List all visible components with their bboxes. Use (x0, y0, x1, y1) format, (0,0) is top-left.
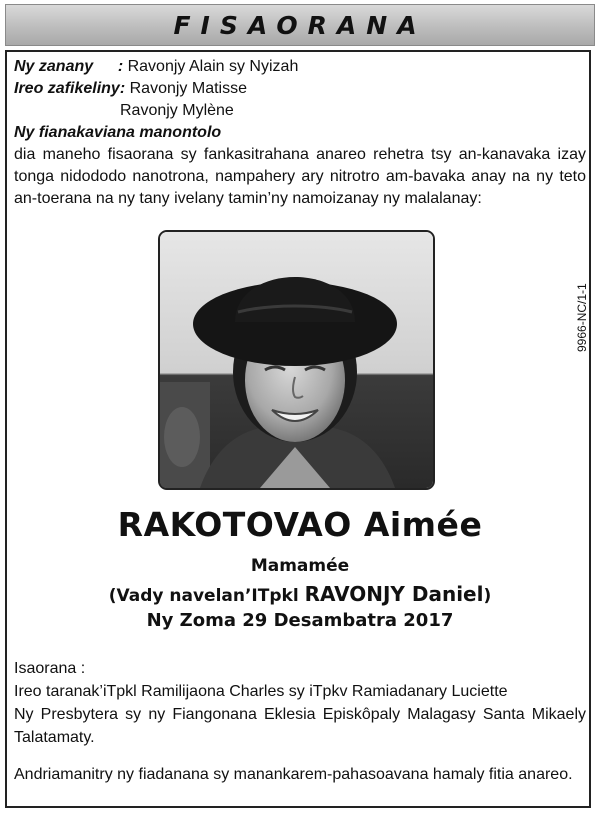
spouse-line (0, 582, 600, 606)
portrait-photo (158, 230, 435, 490)
grandchildren-name-2: Ravonjy Mylène (120, 102, 234, 119)
closing-line: Andriamanitry ny fiadanana sy manankarem-pahasoavana hamaly fitia anareo. (14, 766, 573, 783)
footer-line-1: Ireo taranak’iTpkl Ramilijaona Charles sy iTpkv Ramiadanary Luciette (14, 683, 508, 700)
children-value: Ravonjy Alain sy Nyizah (127, 58, 299, 75)
spouse-prefix: (Vady navelan’ITpkl (108, 586, 305, 606)
deceased-name: RAKOTOVAO Aimée (117, 505, 483, 544)
relatives-label: Ny fianakaviana manontolo (14, 124, 222, 141)
footer-line-2: Ny Presbytera sy ny Fiangonana Eklesia Episkôpaly Malagasy Santa Mikaely (14, 706, 586, 723)
header-banner (5, 4, 595, 46)
grandchildren-name-1: Ravonjy Matisse (129, 80, 247, 97)
grandchildren-row (14, 78, 247, 100)
reference-code: 9966-NC/1-1 (575, 283, 589, 352)
isaorana-label: Isaorana : (14, 660, 86, 677)
thanks-line-2: tonga nidododo nanotrona, nampahery ary nitrotro am-bavaka anay na ny teto (14, 168, 586, 185)
children-label: Ny zanany (14, 58, 94, 75)
deceased-nickname: Mamamée (250, 556, 350, 576)
spouse-name: RAVONJY Daniel (304, 582, 484, 606)
footer-line-3: Talatamaty. (14, 729, 95, 746)
thanks-line-3: an-toerana na ny tany ivelany tamin’ny namoizanay ny malalanay: (14, 190, 482, 207)
children-row (14, 56, 298, 78)
thanks-line-1: dia maneho fisaorana sy fankasitrahana anareo rehetra tsy an-kanavaka izay (14, 146, 586, 163)
portrait-illustration (160, 232, 433, 488)
grandchildren-label: Ireo zafikeliny: (14, 80, 126, 97)
death-date: Ny Zoma 29 Desambatra 2017 (146, 610, 454, 631)
spouse-suffix: ) (483, 586, 492, 606)
children-separator: : (117, 58, 124, 75)
header-title: FISAORANA (173, 10, 427, 40)
